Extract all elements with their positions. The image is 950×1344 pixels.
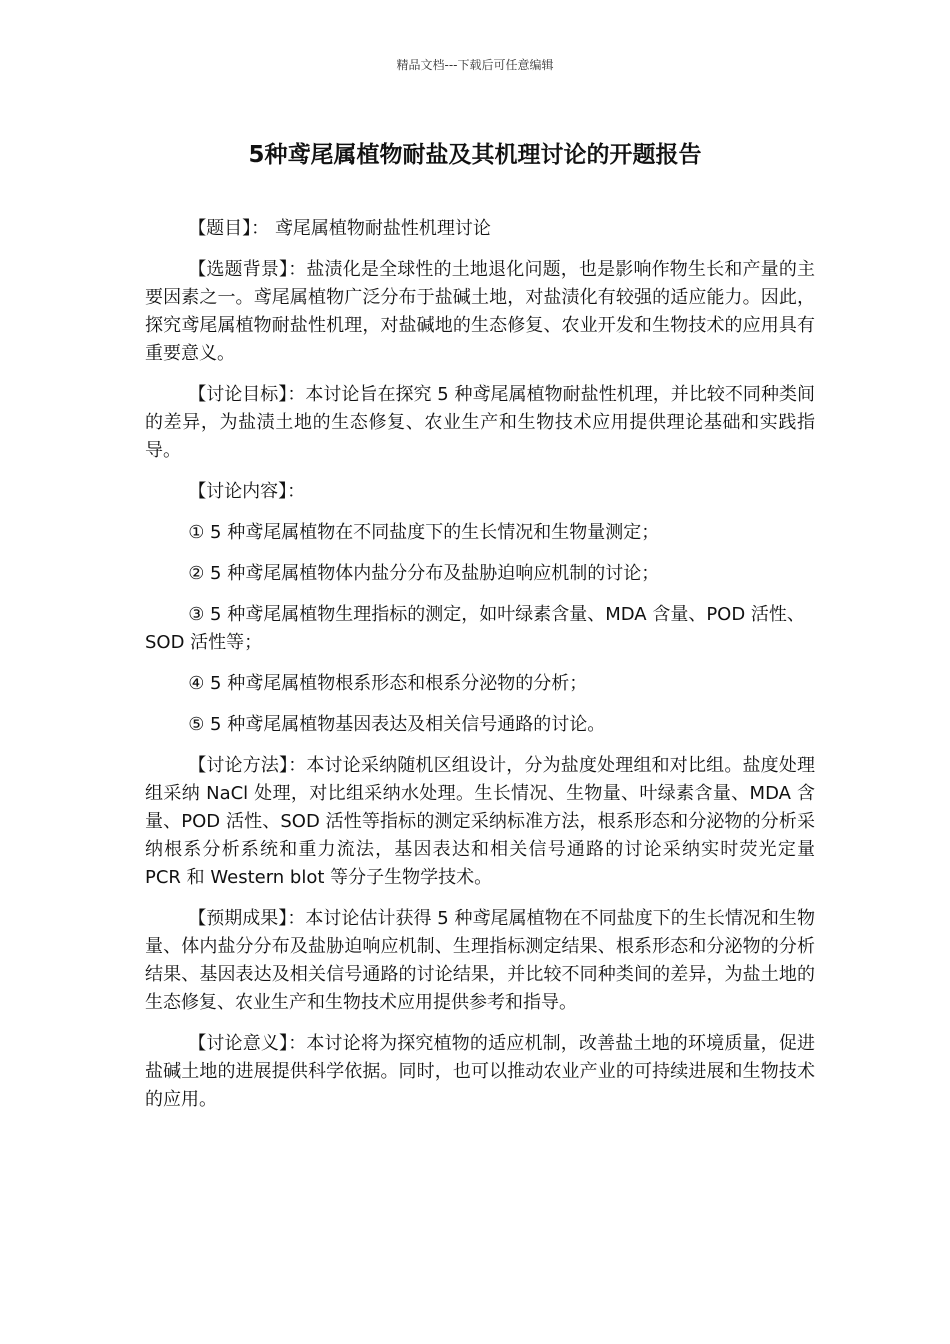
section-method bbox=[145, 752, 815, 892]
section-expected-label: 【预期成果】： bbox=[188, 908, 306, 929]
header-note: 精品文档---下载后可任意编辑 bbox=[396, 58, 554, 72]
section-method-label: 【讨论方法】： bbox=[188, 755, 307, 776]
content-item-4: ④ 5 种鸢尾属植物根系形态和根系分泌物的分析； bbox=[188, 673, 588, 694]
document-title: 5种鸢尾属植物耐盐及其机理讨论的开题报告 bbox=[248, 142, 702, 168]
content-item-2: ② 5 种鸢尾属植物体内盐分分布及盐胁迫响应机制的讨论； bbox=[188, 563, 660, 584]
section-significance-label: 【讨论意义】： bbox=[188, 1033, 307, 1054]
section-background bbox=[145, 256, 815, 368]
content-item-1: ① 5 种鸢尾属植物在不同盐度下的生长情况和生物量测定； bbox=[188, 522, 660, 543]
section-objective bbox=[145, 381, 815, 465]
section-background-label: 【选题背景】： bbox=[188, 259, 307, 280]
content-item-3: ③ 5 种鸢尾属植物生理指标的测定，如叶绿素含量、MDA 含量、POD 活性、SOD 活性等； bbox=[145, 604, 805, 653]
section-content-label: 【讨论内容】： bbox=[188, 481, 306, 502]
section-method-text: 本讨论采纳随机区组设计，分为盐度处理组和对比组。盐度处理组采纳 NaCl 处理，对比组采纳水处理。生长情况、生物量、叶绿素含量、MDA 含量、POD 活性、SOD 活性等指标的测定采纳标准方法，根系形态和分泌物的分析采纳根系分析系统和重力流法，基因表达和相关信号通路的讨论采纳实时荧光定量 PCR 和 Western blot 等分子生物学技术。 bbox=[145, 755, 816, 888]
section-expected-text: 本讨论估计获得 5 种鸢尾属植物在不同盐度下的生长情况和生物量、体内盐分分布及盐胁迫响应机制、生理指标测定结果、根系形态和分泌物的分析结果、基因表达及相关信号通路的讨论结果，并比较不同种类间的差异，为盐土地的生态修复、农业生产和生物技术应用提供参考和指导。 bbox=[145, 908, 815, 1013]
section-content bbox=[145, 478, 815, 506]
section-significance-text: 本讨论将为探究植物的适应机制，改善盐土地的环境质量，促进盐碱土地的进展提供科学依据。同时，也可以推动农业产业的可持续进展和生物技术的应用。 bbox=[145, 1033, 816, 1110]
section-objective-text: 本讨论旨在探究 5 种鸢尾属植物耐盐性机理，并比较不同种类间的差异，为盐渍土地的生态修复、农业生产和生物技术应用提供理论基础和实践指导。 bbox=[145, 384, 815, 461]
document-body bbox=[145, 215, 815, 1127]
section-background-text: 盐渍化是全球性的土地退化问题，也是影响作物生长和产量的主要因素之一。鸢尾属植物广泛分布于盐碱土地，对盐渍化有较强的适应能力。因此，探究鸢尾属植物耐盐性机理，对盐碱地的生态修复、农业开发和生物技术的应用具有重要意义。 bbox=[145, 259, 816, 364]
section-topic bbox=[145, 215, 815, 243]
content-item-5: ⑤ 5 种鸢尾属植物基因表达及相关信号通路的讨论。 bbox=[188, 714, 606, 735]
section-expected bbox=[145, 905, 815, 1017]
section-topic-text: 鸢尾属植物耐盐性机理讨论 bbox=[274, 218, 491, 239]
section-objective-label: 【讨论目标】： bbox=[188, 384, 306, 405]
section-topic-label: 【题目】： bbox=[188, 218, 270, 239]
section-significance bbox=[145, 1030, 815, 1114]
